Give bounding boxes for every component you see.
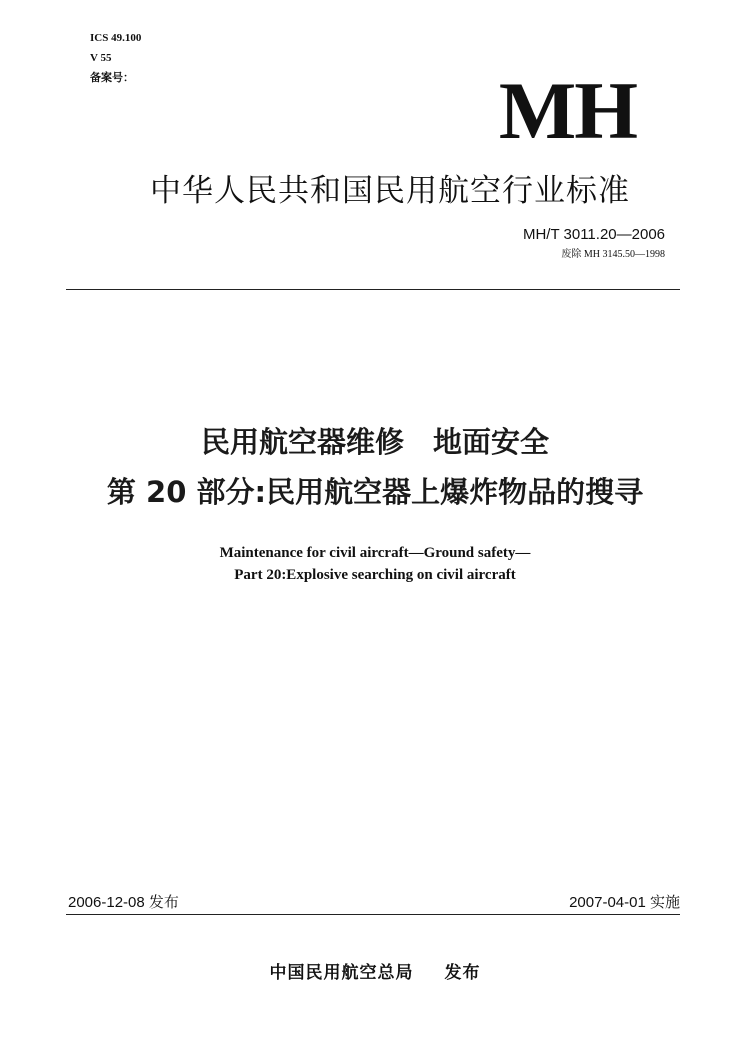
title-cn-line1: 民用航空器维修 地面安全 <box>200 425 549 459</box>
standard-code: MH/T 3011.20—2006 <box>522 226 665 243</box>
publisher-line <box>0 963 750 983</box>
publisher-action: 发布 <box>444 963 481 983</box>
title-en-line1: Maintenance for civil aircraft—Ground safety— <box>219 545 531 561</box>
classification-code: V 55 <box>90 52 112 64</box>
ics-code: ICS 49.100 <box>90 32 142 44</box>
title-en-line2: Part 20:Explosive searching on civil aircraft <box>234 567 516 583</box>
mh-logo: MH <box>498 65 636 156</box>
filing-number: 备案号： <box>90 72 134 84</box>
issue-date: 2006-12-08 发布 <box>68 894 179 911</box>
footer-divider <box>66 914 680 915</box>
effective-date: 2007-04-01 实施 <box>569 894 680 911</box>
replaced-standard: 废除 MH 3145.50—1998 <box>561 249 665 260</box>
header-divider <box>66 289 680 290</box>
publisher-name: 中国民用航空总局 <box>269 963 414 983</box>
title-cn-line2: 第 20 部分:民用航空器上爆炸物品的搜寻 <box>106 475 644 509</box>
industry-standard-title: 中华人民共和国民用航空行业标准 <box>150 173 630 209</box>
